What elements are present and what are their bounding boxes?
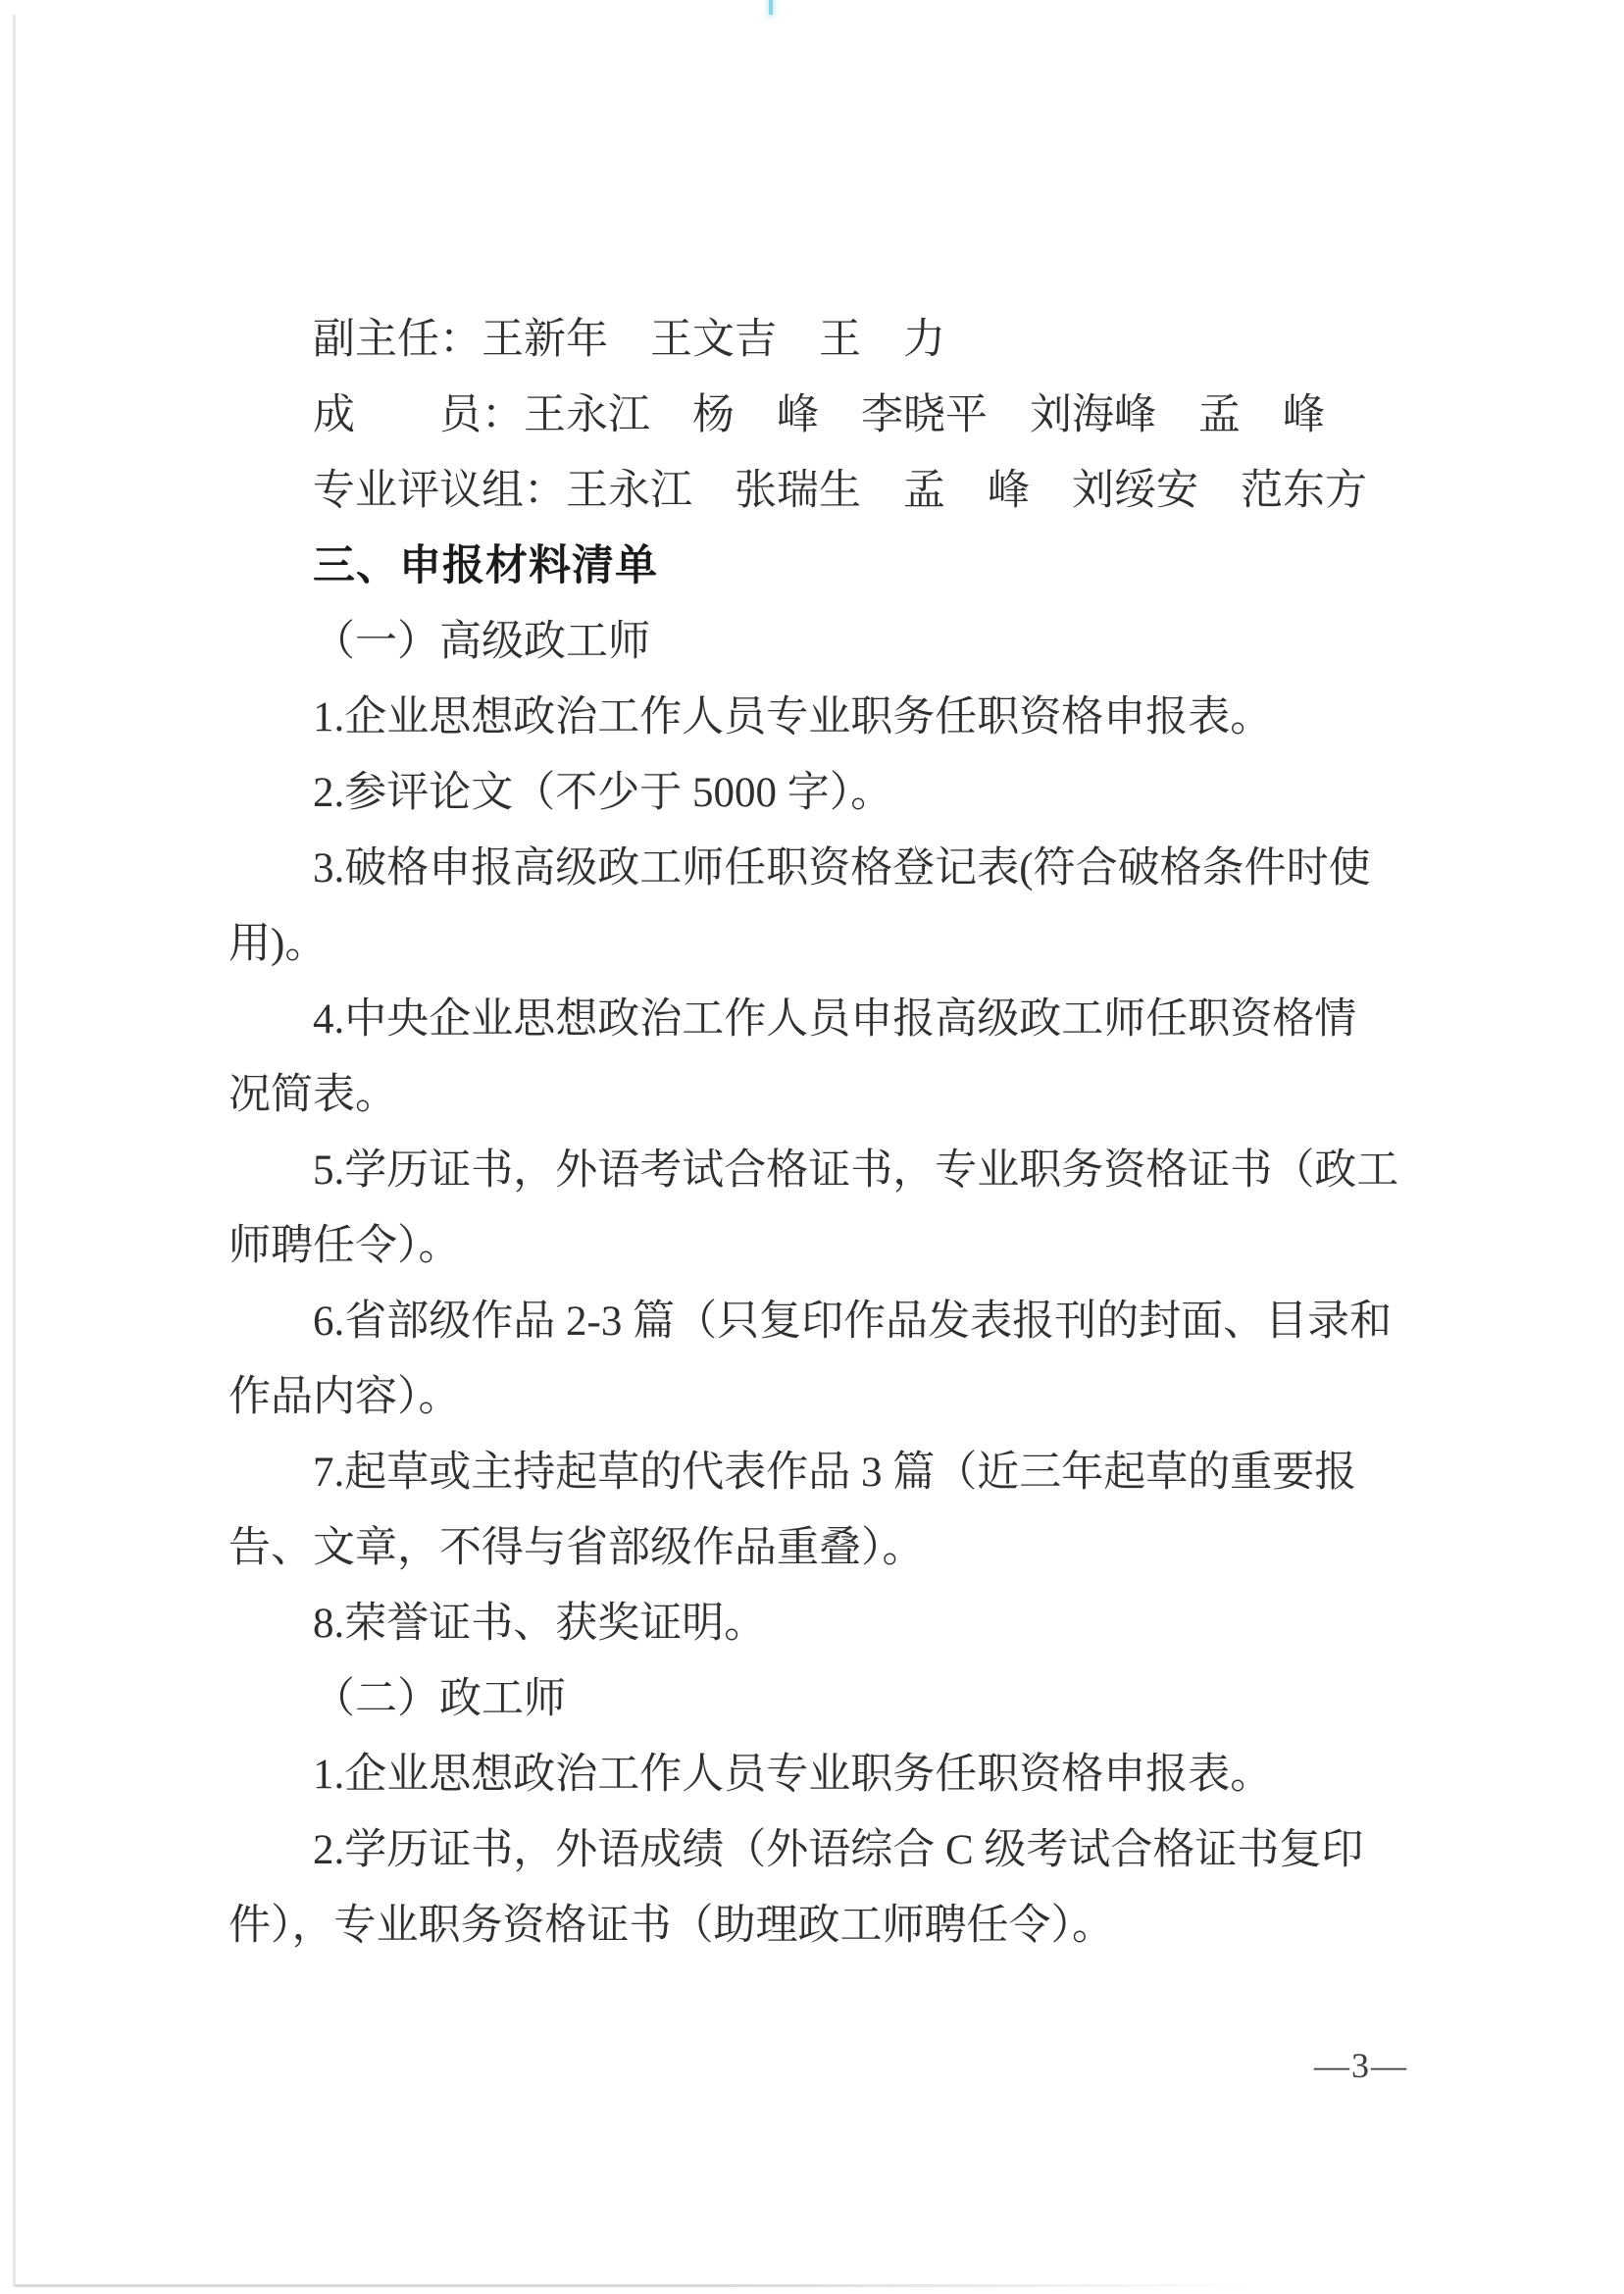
text-line: 告、文章，不得与省部级作品重叠）。	[228, 1525, 925, 1571]
scan-edge-artifact-bottom	[15, 2284, 1270, 2287]
text-line: 3.破格申报高级政工师任职资格登记表(符合破格条件时使	[313, 845, 1371, 892]
text-line: 1.企业思想政治工作人员专业职务任职资格申报表。	[313, 1752, 1273, 1798]
page-number: —3—	[1314, 2046, 1408, 2085]
text-line: 作品内容）。	[228, 1374, 461, 1420]
text-line: 专业评议组：王永江 张瑞生 孟 峰 刘绥安 范东方	[313, 468, 1367, 514]
section-heading: 三、申报材料清单	[313, 542, 658, 589]
text-line: 4.中央企业思想政治工作人员申报高级政工师任职资格情	[313, 996, 1357, 1043]
text-line: 况简表。	[228, 1072, 397, 1118]
text-line: 师聘任令）。	[228, 1223, 461, 1269]
text-line: 2.参评论文（不少于 5000 字）。	[313, 770, 893, 816]
text-line: 6.省部级作品 2-3 篇（只复印作品发表报刊的封面、目录和	[313, 1299, 1393, 1345]
text-line: （二）政工师	[313, 1676, 566, 1722]
text-line: 1.企业思想政治工作人员专业职务任职资格申报表。	[313, 694, 1273, 740]
text-line: 成 员：王永江 杨 峰 李晓平 刘海峰 孟 峰	[313, 392, 1325, 438]
document-body	[228, 302, 1420, 1963]
text-line: 8.荣誉证书、获奖证明。	[313, 1601, 767, 1647]
text-line: 件），专业职务资格证书（助理政工师聘任令）。	[228, 1903, 1114, 1949]
text-line: 7.起草或主持起草的代表作品 3 篇（近三年起草的重要报	[313, 1450, 1357, 1496]
text-line: 用)。	[228, 921, 328, 967]
text-line: 5.学历证书，外语考试合格证书，专业职务资格证书（政工	[313, 1147, 1399, 1194]
scan-mark-cyan-tick	[769, 0, 773, 15]
scan-edge-artifact-left	[13, 15, 16, 2286]
text-line: 2.学历证书，外语成绩（外语综合 C 级考试合格证书复印	[313, 1827, 1364, 1873]
text-line: （一）高级政工师	[313, 619, 650, 665]
text-line: 副主任：王新年 王文吉 王 力	[313, 317, 945, 363]
